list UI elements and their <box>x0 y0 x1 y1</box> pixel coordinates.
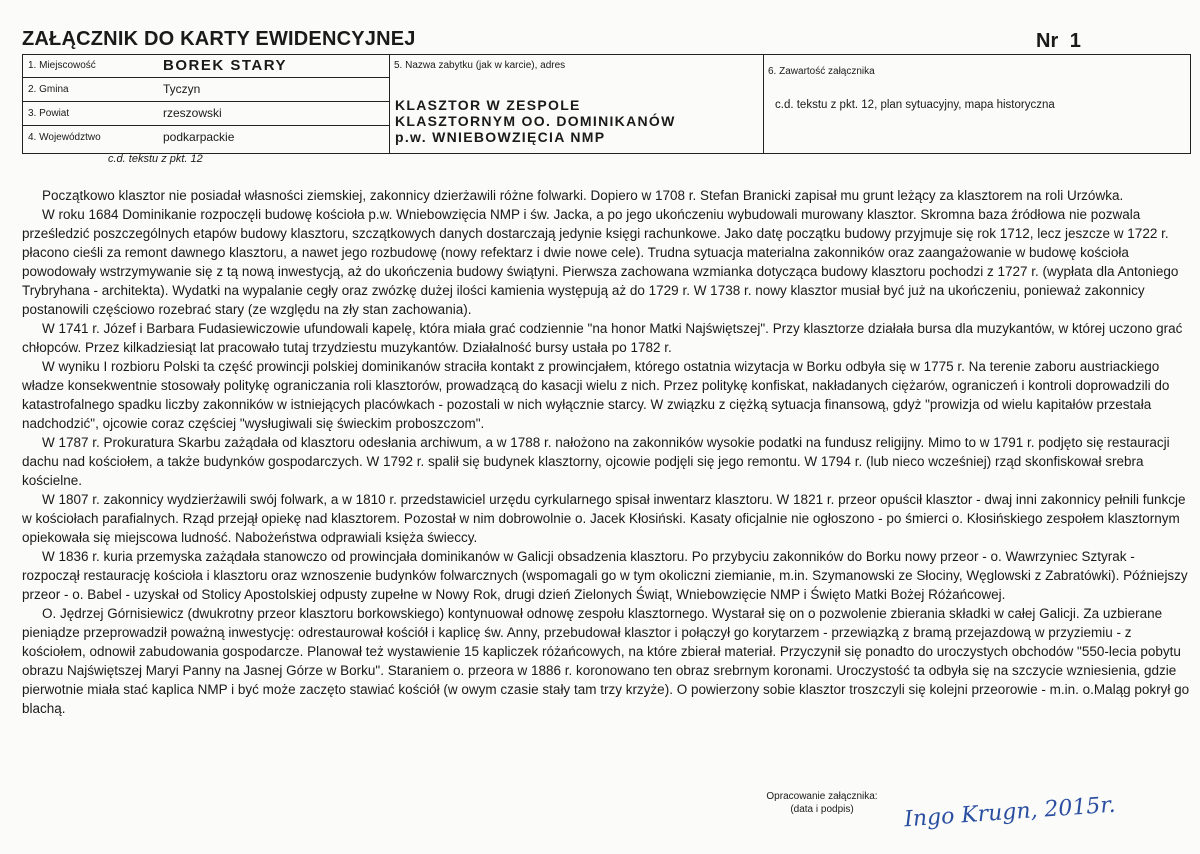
field-value-gmina: Tyczyn <box>163 82 201 96</box>
paragraph: W 1836 r. kuria przemyska zażądała stanowczo od prowincjała dominikanów w Galicji obsadzenia klasztoru. Po przybyciu zakonników do Borku nowy przeor - o. Wawrzyniec Sztyrak - rozpoczął restaurację kościoła i klasztoru oraz wznoszenie budynków folwarcznych (wspomagali go w tym okoliczni ziemianie, m.in. Szymanowski ze Słociny, Węglowski z Zabratówki). Późniejszy przeor - o. Babel - uzyskał od Stolicy Apostolskiej odpusty zupełne w Nowy Rok, drugi dzień Zielonych Świąt, Wniebowzięcie NMP i Święto Matki Bożej Różańcowej. <box>22 549 1188 602</box>
paragraph: O. Jędrzej Górnisiewicz (dwukrotny przeor klasztoru borkowskiego) kontynuował odnowę zespołu klasztornego. Wystarał się on o pozwolenie zbierania składki w całej Galicji. Za uzbierane pieniądze przeprowadził poważną inwestycję: odrestaurował kościół i kaplicę św. Anny, przebudował klasztor i połączył go korytarzem - przewiązką z bramą przejazdową w przyziemiu - z kościołem, odnowił zabudowania gospodarcze. Planował też wystawienie 15 kapliczek różańcowych, na które zbierał materiał. Przyczynił się ponadto do uroczystych obchodów "550-lecia pobytu obrazu Najświętszej Maryi Panny na Jasnej Górze w Borku". Staraniem o. przeora w 1886 r. koronowano ten obraz srebrnym koronami. Uroczystość ta odbyła się na szczycie wzniesienia, gdzie pierwotnie miała stać kaplica NMP i być może zaczęto stawiać kościół (w owym czasie stały tam trzy krzyże). O powierzony sobie klasztor troszczyli się kolejni przeorowie - m.in. o.Maląg pokrył go blachą. <box>22 606 1190 716</box>
object-name-line: p.w. WNIEBOWZIĘCIA NMP <box>395 129 606 145</box>
field-value-miejscowosc: BOREK STARY <box>163 57 288 74</box>
column-divider <box>389 55 390 153</box>
paragraph: W roku 1684 Dominikanie rozpoczęli budowę kościoła p.w. Wniebowzięcia NMP i św. Jacka, a po jego ukończeniu wybudowali murowany klasztor. Skromna baza źródłowa nie pozwala prześledzić poszczególnych etapów budowy klasztoru, szczątkowych danych dostarczają jedynie księgi rachunkowe. Jako datę początku budowy przyjmuje się rok 1712, lecz jeszcze w 1722 r. płacono cieśli za remont dawnego klasztoru, a nawet jego rozbudowę (nowy refektarz i dwie nowe cele). Trudna sytuacja materialna zakonników oraz zaangażowanie w budowę kościoła powodowały wstrzymywanie się z tą nową inwestycją, aż do ukończenia budowy świątyni. Pierwsza zachowana wzmianka dotycząca budowy klasztoru pochodzi z 1727 r. (wypłata dla Antoniego Trybryhana - architekta). Wydatki na wypalanie cegły oraz zwózkę dużej ilości kamienia występują aż do 1729 r. W 1738 r. nowy klasztor musiał być już na ukończeniu, ponieważ zakonnicy postanowili częściowo rozebrać stary (ze względu na zły stan zachowania). <box>22 207 1179 317</box>
field-value-zawartosc: c.d. tekstu z pkt. 12, plan sytuacyjny, mapa historyczna <box>775 99 1055 111</box>
row-divider <box>23 101 389 102</box>
handwritten-signature: Ingo Krugn, 2015r. <box>903 792 1117 833</box>
continued-note: c.d. tekstu z pkt. 12 <box>108 153 203 165</box>
field-value-powiat: rzeszowski <box>163 106 222 120</box>
object-name-line: KLASZTOR W ZESPOLE <box>395 97 581 113</box>
paragraph: Początkowo klasztor nie posiadał własności ziemskiej, zakonnicy dzierżawili różne folwarki. Dopiero w 1708 r. Stefan Branicki zapisał mu grunt leżący za klasztorem na roli Urzówka. <box>42 188 1124 203</box>
field-label-powiat: 3. Powiat <box>28 108 70 119</box>
prepared-by-label <box>762 790 882 816</box>
field-label-nazwa: 5. Nazwa zabytku (jak w karcie), adres <box>394 60 566 71</box>
field-label-wojewodztwo: 4. Województwo <box>28 132 101 143</box>
body-text <box>22 186 1192 718</box>
paragraph: W wyniku I rozbioru Polski ta część prowincji polskiej dominikanów straciła kontakt z prowincjałem, którego ostatnia wizytacja w Borku odbyła się w 1775 r. Na terenie zaboru austriackiego władze konsekwentnie stosowały politykę ograniczania roli klasztorów, prowadzącą do kasacji wielu z nich. Przez politykę konfiskat, nakładanych ciężarów, ograniczeń i kontroli doprowadzili do katastrofalnego spadku liczby zakonników w istniejących placówkach - pozostali w nich wyłącznie starcy. W związku z ciężką sytuacja finansową, gdyż "prowizja od wielu kapitałów przestała nadchodzić", ojcowie coraz częściej "wysługiwali się świeckim proboszczom". <box>22 359 1170 431</box>
field-value-wojewodztwo: podkarpackie <box>163 130 235 144</box>
field-label-zawartosc: 6. Zawartość załącznika <box>768 66 875 77</box>
prepared-sub-text: (data i podpis) <box>790 804 854 815</box>
row-divider <box>23 77 389 78</box>
field-label-miejscowosc: 1. Miejscowość <box>28 60 96 71</box>
paragraph: W 1741 r. Józef i Barbara Fudasiewiczowie ufundowali kapelę, która miała grać codziennie "na honor Matki Najświętszej". Przy klasztorze działała bursa dla muzykantów, w której uczono grać chłopców. Przez kilkadziesiąt lat pracowało tutaj trzydziestu muzykantów. Działalność bursy ustała po 1782 r. <box>22 321 1183 355</box>
document-title: ZAŁĄCZNIK DO KARTY EWIDENCYJNEJ <box>22 28 416 50</box>
paragraph: W 1787 r. Prokuratura Skarbu zażądała od klasztoru odesłania archiwum, a w 1788 r. nałożono na zakonników wysokie podatki na fundusz religijny. Mimo to w 1791 r. podjęto się restauracji dachu nad kościołem, a także budynków gospodarczych. W 1792 r. spalił się budynek klasztorny, ojcowie podjęli się jego remontu. W 1794 r. (lub nieco wcześniej) rząd skonfiskował srebra kościelne. <box>22 435 1170 488</box>
column-divider <box>763 55 764 153</box>
prepared-label-text: Opracowanie załącznika: <box>766 791 878 802</box>
object-name-line: KLASZTORNYM OO. DOMINIKANÓW <box>395 113 676 129</box>
field-value-nazwa <box>395 97 676 145</box>
header-table <box>22 54 1191 154</box>
attachment-number: Nr 1 <box>1036 30 1081 52</box>
field-label-gmina: 2. Gmina <box>28 84 69 95</box>
row-divider <box>23 125 389 126</box>
paragraph: W 1807 r. zakonnicy wydzierżawili swój folwark, a w 1810 r. przedstawiciel urzędu cyrkularnego spisał inwentarz klasztoru. W 1821 r. przeor opuścił klasztor - dwaj inni zakonnicy pełnili funkcje w kościołach parafialnych. Rząd przejął opiekę nad klasztorem. Pozostał w nim dobrowolnie o. Jacek Kłosiński. Kasaty oficjalnie nie ogłoszono - po śmierci o. Kłosińskiego zespołem klasztornym opiekowała się miejscowa ludność. Nabożeństwa odprawiali księża świeccy. <box>22 492 1186 545</box>
